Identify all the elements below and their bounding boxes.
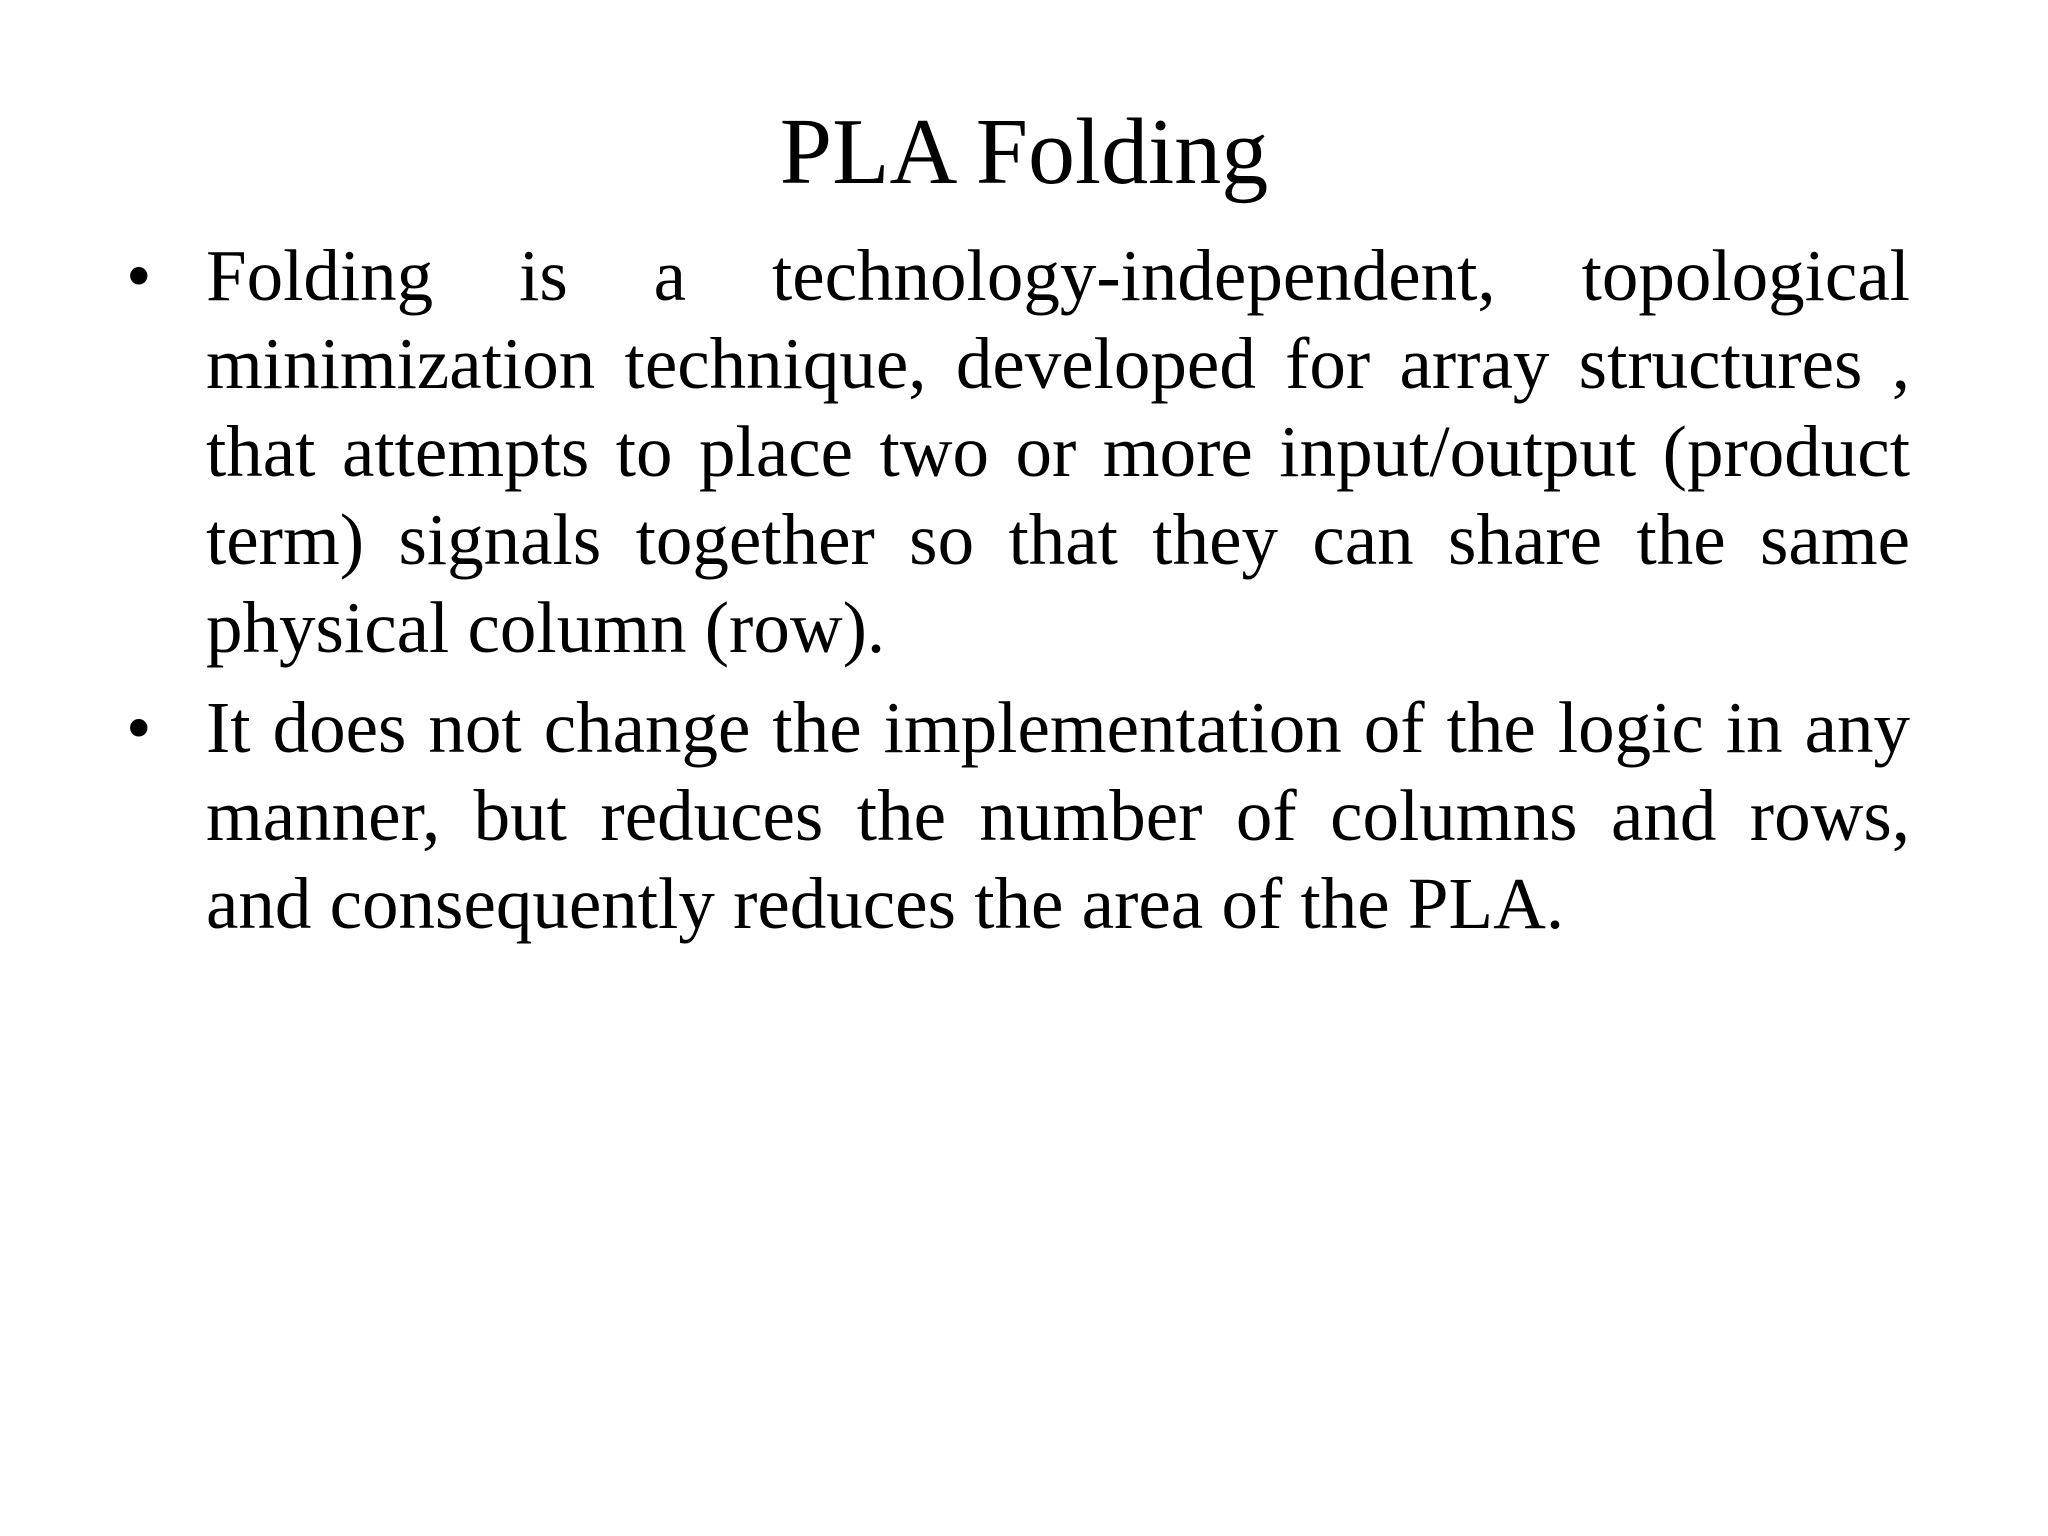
bullet-dot-icon: • <box>126 687 152 768</box>
bullet-text: It does not change the implementation of the logic in any manner, but reduces the number of columns and rows, and consequently reduces the area of the PLA. <box>206 687 1910 944</box>
bullet-item <box>120 232 1910 672</box>
bullet-item <box>120 684 1910 948</box>
bullet-list <box>120 232 1920 960</box>
slide-title: PLA Folding <box>779 100 1269 204</box>
bullet-dot-icon: • <box>126 235 152 316</box>
bullet-text: Folding is a technology-independent, topological minimization technique, developed for array structures , that attempts to place two or more input/output (product term) signals together so that they can share the same physical column (row). <box>206 235 1910 668</box>
